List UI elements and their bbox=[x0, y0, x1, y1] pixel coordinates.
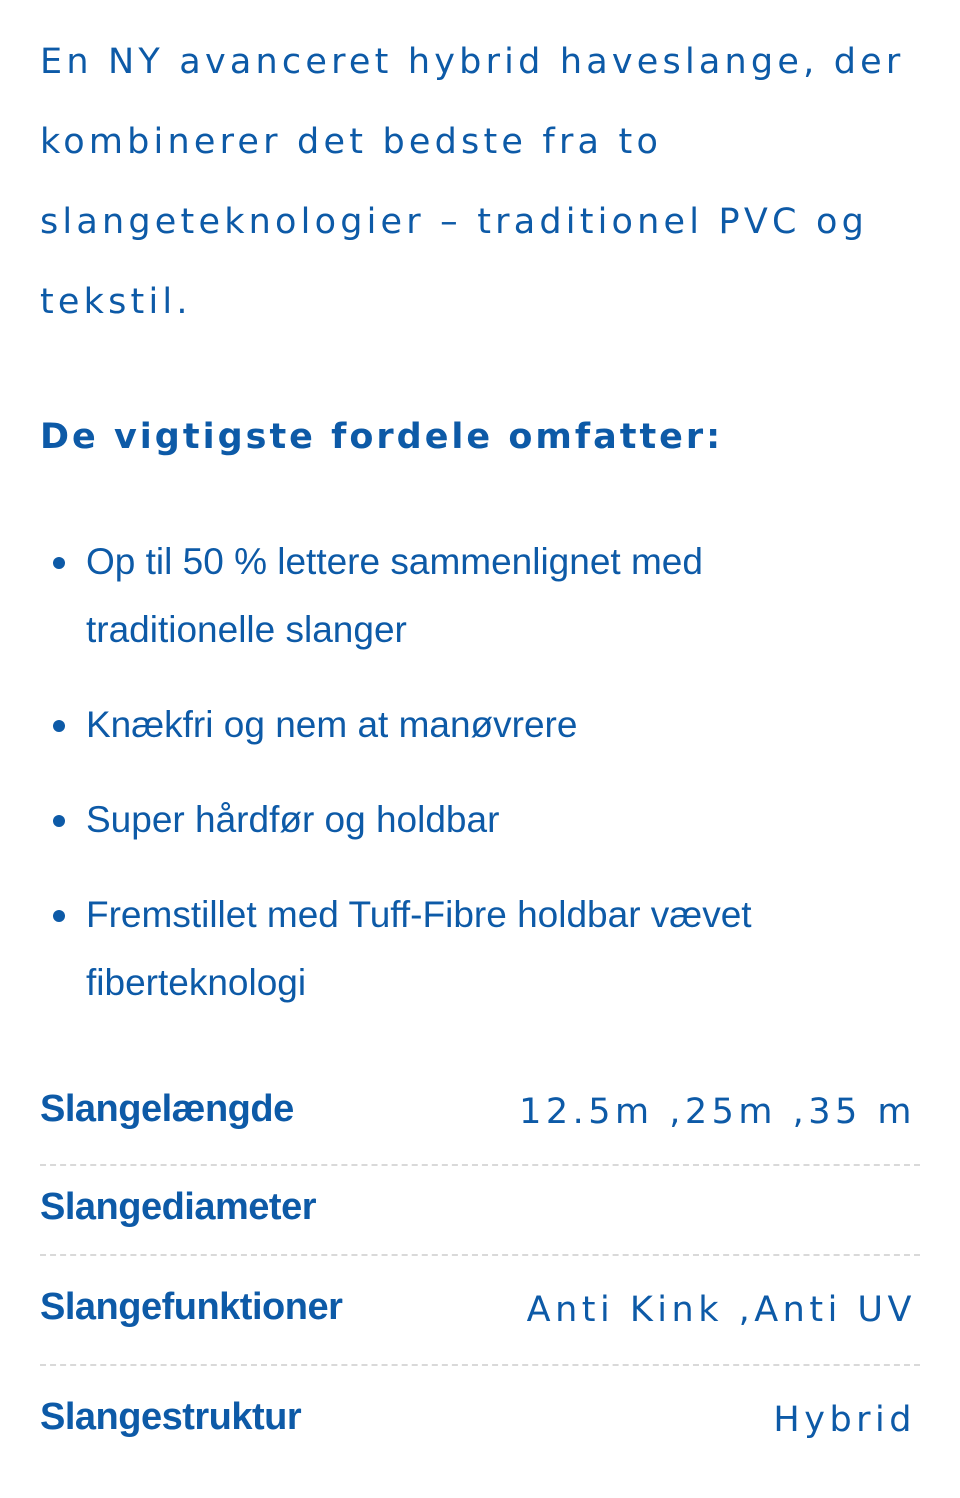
benefit-item bbox=[40, 881, 840, 1017]
spec-value: Anti Kink ,Anti UV bbox=[526, 1290, 916, 1330]
spec-label: Slangefunktioner bbox=[40, 1286, 343, 1328]
bullet-icon bbox=[53, 910, 65, 922]
benefit-text: Super hårdfør og holdbar bbox=[86, 799, 500, 840]
intro-paragraph: En NY avanceret hybrid haveslange, der kombinerer det bedste fra to slangeteknologier – traditionel PVC og tekstil. bbox=[40, 42, 905, 322]
spec-row-hose-functions bbox=[40, 1256, 920, 1366]
benefit-item bbox=[40, 786, 840, 854]
benefits-list bbox=[40, 528, 840, 1044]
benefit-text: Knækfri og nem at manøvrere bbox=[86, 704, 578, 745]
spec-row-hose-structure bbox=[40, 1366, 920, 1476]
spec-row-hose-length bbox=[40, 1066, 920, 1166]
benefit-item bbox=[40, 691, 840, 759]
spec-value: Hybrid bbox=[773, 1400, 916, 1440]
spec-table bbox=[40, 1066, 920, 1476]
spec-label: Slangestruktur bbox=[40, 1396, 302, 1438]
spec-value: 12.5m ,25m ,35 m bbox=[519, 1092, 916, 1132]
bullet-icon bbox=[53, 720, 65, 732]
bullet-icon bbox=[53, 815, 65, 827]
product-description bbox=[40, 0, 920, 1440]
benefit-text: Fremstillet med Tuff-Fibre holdbar vævet fiberteknologi bbox=[86, 894, 752, 1003]
benefits-heading: De vigtigste fordele omfatter: bbox=[40, 417, 724, 457]
spec-label: Slangelængde bbox=[40, 1088, 294, 1130]
benefit-item bbox=[40, 528, 840, 664]
spec-label: Slangediameter bbox=[40, 1186, 316, 1228]
spec-row-hose-diameter bbox=[40, 1166, 920, 1256]
bullet-icon bbox=[53, 557, 65, 569]
benefit-text: Op til 50 % lettere sammenlignet med traditionelle slanger bbox=[86, 541, 703, 650]
